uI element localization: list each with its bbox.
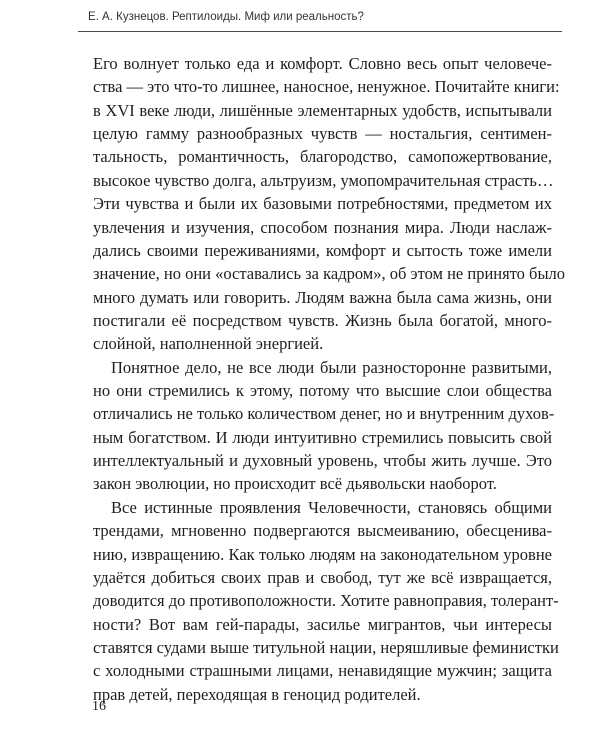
text-line: слойной, наполненной энергией. [93,334,324,354]
text-line: ства — это что-то лишнее, наносное, ненужное. Почитайте книги: [93,77,560,97]
text-line: дались своими переживаниями, комфорт и сытость тоже имели [93,240,552,260]
text-line: доводится до противоположности. Хотите равноправия, толерант- [93,591,559,611]
text-line: увлечения и изучения, способом познания мира. Люди наслаж- [93,217,552,237]
text-line: нию, извращению. Как только людям на законодательном уровне [93,544,552,564]
text-line: целую гамму разнообразных чувств — ностальгия, сентимен- [93,124,552,144]
text-line: значение, но они «оставались за кадром», об этом не принято было [93,264,566,284]
text-line: прав детей, переходящая в геноцид родителей. [93,684,421,704]
running-header: Е. А. Кузнецов. Рептилоиды. Миф или реальность? [88,11,364,23]
header-rule [78,31,562,32]
text-line: Эти чувства и были их базовыми потребностями, предметом их [93,194,552,214]
text-line: много думать или говорить. Людям важна была сама жизнь, они [93,287,552,307]
page-number: 16 [92,699,106,714]
text-line: но они стремились к этому, потому что высшие слои общества [93,381,552,401]
text-line: ности? Вот вам гей-парады, засилье мигрантов, чьи интересы [93,614,552,634]
text-line: трендами, мгновенно подвергаются высмеиванию, обесценива- [93,521,552,541]
text-line: ным богатством. И люди интуитивно стремились повысить свой [93,427,552,447]
text-line: закон эволюции, но происходит всё дьявольски наоборот. [93,474,497,494]
text-line: интеллектуальный и духовный уровень, чтобы жить лучше. Это [93,451,552,471]
text-line: отличались не только количеством денег, но и внутренним духов- [93,404,555,424]
text-line: с холодными страшными лицами, ненавидящие мужчин; защита [93,661,552,681]
text-line: удаётся добиться своих прав и свобод, тут же всё извращается, [93,567,552,587]
text-line: ставятся судами выше титульной нации, неряшливые феминистки [93,637,559,657]
text-line: в XVI веке люди, лишённые элементарных удобств, испытывали [93,100,552,120]
text-line: Все истинные проявления Человечности, становясь общими [111,497,552,517]
text-line: постигали её посредством чувств. Жизнь была богатой, много- [93,310,552,330]
text-line: тальность, романтичность, благородство, самопожертвование, [93,147,552,167]
text-line: Понятное дело, не все люди были разносторонне развитыми, [111,357,552,377]
body-text [93,52,566,706]
text-line: Его волнует только еда и комфорт. Словно весь опыт человече- [93,54,552,73]
text-line: высокое чувство долга, альтруизм, умопомрачительная страсть… [93,170,554,190]
